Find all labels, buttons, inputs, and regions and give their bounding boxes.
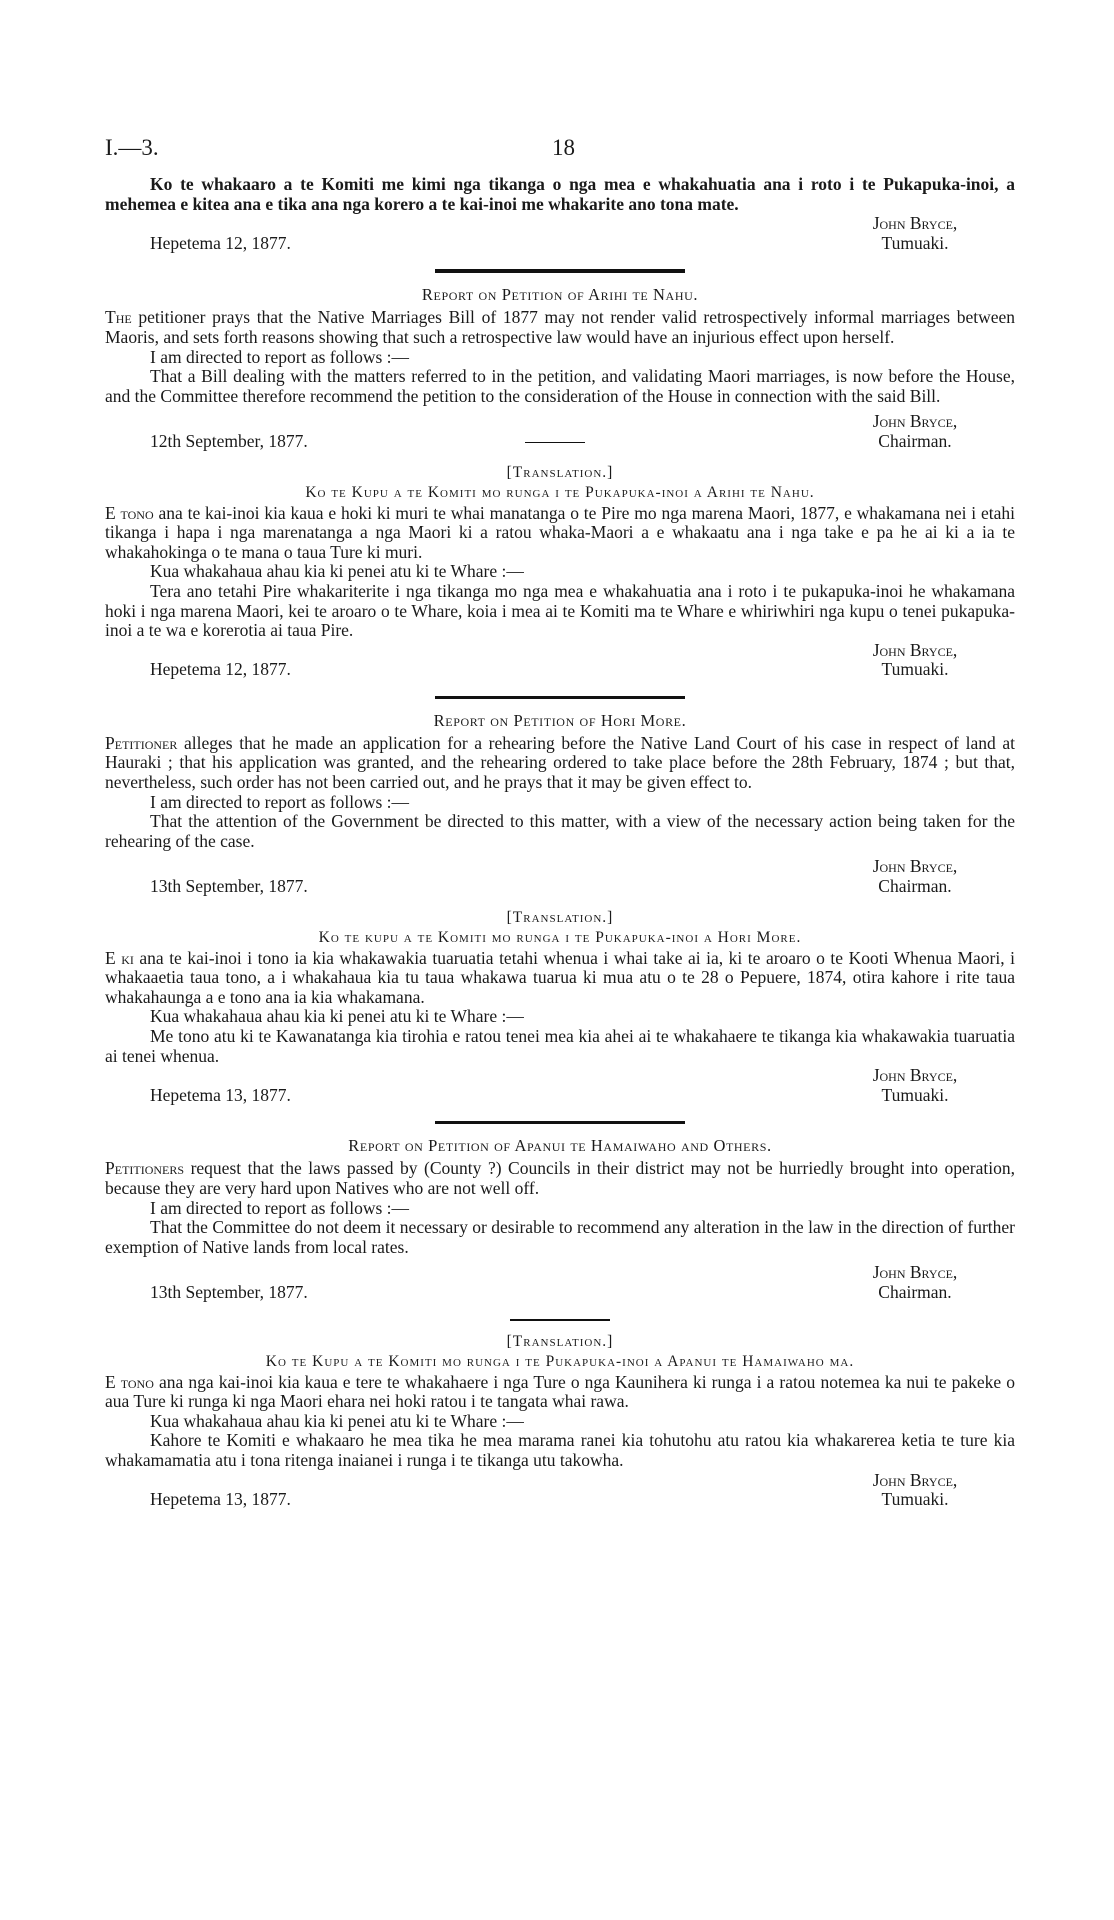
paragraph: I am directed to report as follows :— xyxy=(150,791,410,812)
date-line xyxy=(105,432,1015,452)
paragraph xyxy=(105,1159,1015,1198)
paragraph-text: ana nga kai-inoi kia kaua e tere te whakahaere i nga Ture o nga Kaunihera ki runga i a ratou notemea ka nui te pakeke o aua Ture ki runga ki nga Maori ehara nei hoki ratou i te tangata whai rawa. xyxy=(105,1371,1015,1412)
translation-label: [Translation.] xyxy=(506,908,614,926)
signature-line xyxy=(105,641,1015,661)
signatory-role: Chairman. xyxy=(878,430,952,451)
report-arihi-te-nahu xyxy=(105,285,1015,451)
translation-label: [Translation.] xyxy=(506,463,614,481)
signatory-name: John Bryce, xyxy=(872,411,958,432)
report-title: Report on Petition of Apanui te Hamaiwaho and Others. xyxy=(348,1136,772,1156)
paragraph: That the attention of the Government be directed to this matter, with a view of the necessary action being taken for the rehearing of the case. xyxy=(105,811,1015,851)
signatory-role: Tumuaki. xyxy=(881,1489,949,1510)
date-line xyxy=(105,1283,1015,1303)
date-line xyxy=(105,1086,1015,1106)
paragraph: Me tono atu ki te Kawanatanga kia tirohia e ratou tenei mea kia ahei ai te whakahaere te tikanga kia whakawakia tuaruatia ai tenei whenua. xyxy=(105,1026,1015,1066)
paragraph: Kua whakahaua ahau kia ki penei atu ki te Whare :— xyxy=(150,1006,524,1027)
date-line xyxy=(105,877,1015,897)
lead-words: E ki xyxy=(105,947,134,968)
report-title: Report on Petition of Arihi te Nahu. xyxy=(421,285,699,305)
paragraph-text: ana te kai-inoi i tono ia kia whakawakia tuaruatia tetahi whenua i whai take ai ia, ki te aroaro o te Kooti Whenua Maori, i whakaaetia taua tono, a i whakahaua kia tu taua whakawa tuarua ki mua atu o te 28 o Pepuere, 1874, otira kahore i rite taua whakahaunga a e tono ana ia kia whakamana. xyxy=(105,947,1015,1007)
paragraph xyxy=(105,308,1015,347)
translation-title: Ko te kupu a te Komiti mo runga i te Pukapuka-inoi a Hori More. xyxy=(318,928,802,946)
signatory-name: John Bryce, xyxy=(872,1065,958,1086)
signatory-role: Tumuaki. xyxy=(881,232,949,253)
section-divider xyxy=(435,269,685,273)
date: 13th September, 1877. xyxy=(150,1281,308,1302)
short-divider xyxy=(525,442,585,444)
paragraph: Kua whakahaua ahau kia ki penei atu ki te Whare :— xyxy=(150,561,524,582)
signature-line xyxy=(105,1471,1015,1491)
translation-hori-more xyxy=(105,909,1015,1106)
committee-opinion-maori xyxy=(105,175,1015,253)
page-header xyxy=(105,135,1015,175)
signatory-name: John Bryce, xyxy=(872,1262,958,1283)
lead-words: Petitioner xyxy=(105,732,178,753)
signatory-role: Tumuaki. xyxy=(881,1084,949,1105)
signatory-name: John Bryce, xyxy=(872,856,958,877)
paragraph: That the Committee do not deem it necessary or desirable to recommend any alteration in the law in the direction of further exemption of Native lands from local rates. xyxy=(105,1217,1015,1257)
date: Hepetema 12, 1877. xyxy=(150,232,291,253)
paragraph: I am directed to report as follows :— xyxy=(150,346,410,367)
signatory-name: John Bryce, xyxy=(872,1469,958,1490)
lead-words: E tono xyxy=(105,1371,154,1392)
section-divider xyxy=(510,1319,610,1321)
paragraph: Kua whakahaua ahau kia ki penei atu ki te Whare :— xyxy=(150,1410,524,1431)
signature-line xyxy=(105,1263,1015,1283)
lead-words: E tono xyxy=(105,502,154,523)
paper-reference: I.—3. xyxy=(105,135,159,160)
date-line xyxy=(105,660,1015,680)
lead-words: Petitioners xyxy=(105,1158,185,1179)
paragraph-text: request that the laws passed by (County ?) Councils in their district may not be hurriedly brought into operation, because they are very hard upon Natives who are not well off. xyxy=(105,1158,1015,1198)
paragraph: I am directed to report as follows :— xyxy=(150,1197,410,1218)
signatory-name: John Bryce, xyxy=(872,639,958,660)
translation-arihi-te-nahu xyxy=(105,464,1015,680)
translation-label: [Translation.] xyxy=(506,1332,614,1350)
date-line xyxy=(105,1490,1015,1510)
signatory-role: Chairman. xyxy=(878,876,952,897)
section-divider xyxy=(435,1121,685,1124)
paragraph: Kahore te Komiti e whakaaro he mea tika he mea marama ranei kia tohutohu atu ratou kia whakarerea ketia te ture kia whakamamatia atu i tona ritenga inaianei i runga i te tikanga utu takowha. xyxy=(105,1430,1015,1470)
signatory-role: Chairman. xyxy=(878,1281,952,1302)
page-number: 18 xyxy=(552,135,575,160)
signature-line xyxy=(105,857,1015,877)
date: 12th September, 1877. xyxy=(150,430,308,451)
date-line xyxy=(105,234,1015,254)
date: Hepetema 12, 1877. xyxy=(150,659,291,680)
translation-title: Ko te Kupu a te Komiti mo runga i te Pukapuka-inoi a Apanui te Hamaiwaho ma. xyxy=(265,1352,855,1370)
signatory-name: John Bryce, xyxy=(872,213,958,234)
paragraph xyxy=(105,949,1015,1008)
date: Hepetema 13, 1877. xyxy=(150,1084,291,1105)
report-apanui-te-hamaiwaho xyxy=(105,1136,1015,1302)
paragraph xyxy=(105,734,1015,793)
paragraph xyxy=(105,1373,1015,1412)
translation-title: Ko te Kupu a te Komiti mo runga i te Pukapuka-inoi a Arihi te Nahu. xyxy=(305,483,815,501)
date: Hepetema 13, 1877. xyxy=(150,1489,291,1510)
report-hori-more xyxy=(105,711,1015,897)
date: 13th September, 1877. xyxy=(150,876,308,897)
section-divider xyxy=(435,696,685,699)
report-title: Report on Petition of Hori More. xyxy=(433,710,687,730)
paragraph: Tera ano tetahi Pire whakariterite i nga tikanga mo nga mea e whakahuatia ana i roto i te pukapuka-inoi he whakamana hoki i nga marena Maori, kei te aroaro o te Whare, koia i mea ai te Komiti ma te Whare e whiriwhiri nga kupu o tenei pukapuka-inoi a te wa e korerotia ai taua Pire. xyxy=(105,580,1015,641)
paragraph-text: alleges that he made an application for a rehearing before the Native Land Court of his case in respect of land at Hauraki ; that his application was granted, and the rehearing ordered to take place before the 28th February, 1874 ; but that, nevertheless, such order has not been carried out, and he prays that it may be given effect to. xyxy=(105,732,1015,793)
lead-words: The xyxy=(105,307,132,328)
paragraph: Ko te whakaaro a te Komiti me kimi nga tikanga o nga mea e whakahuatia ana i roto i te Pukapuka-inoi, a mehemea e kitea ana e tika ana nga korero a te kai-inoi me whakarite ano tona mate. xyxy=(105,174,1015,214)
document-page xyxy=(105,135,1015,1510)
signatory-role: Tumuaki. xyxy=(881,659,949,680)
paragraph-text: ana te kai-inoi kia kaua e hoki ki muri te whai manatanga o te Pire mo nga marena Maori, 1877, e whakamana nei i etahi tikanga i hapa i nga marenatanga a nga Maori ki a ratou whaka-Maori a e whakaatu ana i nga take e pa he ai ki a ia te whakahokinga o te mana o taua Ture ki muri. xyxy=(105,502,1015,562)
paragraph xyxy=(105,504,1015,563)
translation-apanui-te-hamaiwaho xyxy=(105,1333,1015,1510)
signature-line xyxy=(105,214,1015,234)
signature-line xyxy=(105,412,1015,432)
paragraph: That a Bill dealing with the matters referred to in the petition, and validating Maori marriages, is now before the House, and the Committee therefore recommend the petition to the consideration of the House in connection with the said Bill. xyxy=(105,366,1015,406)
signature-line xyxy=(105,1066,1015,1086)
paragraph-text: petitioner prays that the Native Marriages Bill of 1877 may not render valid retrospectively informal marriages between Maoris, and sets forth reasons showing that such a retrospective law would have an injurious effect upon herself. xyxy=(105,307,1015,347)
